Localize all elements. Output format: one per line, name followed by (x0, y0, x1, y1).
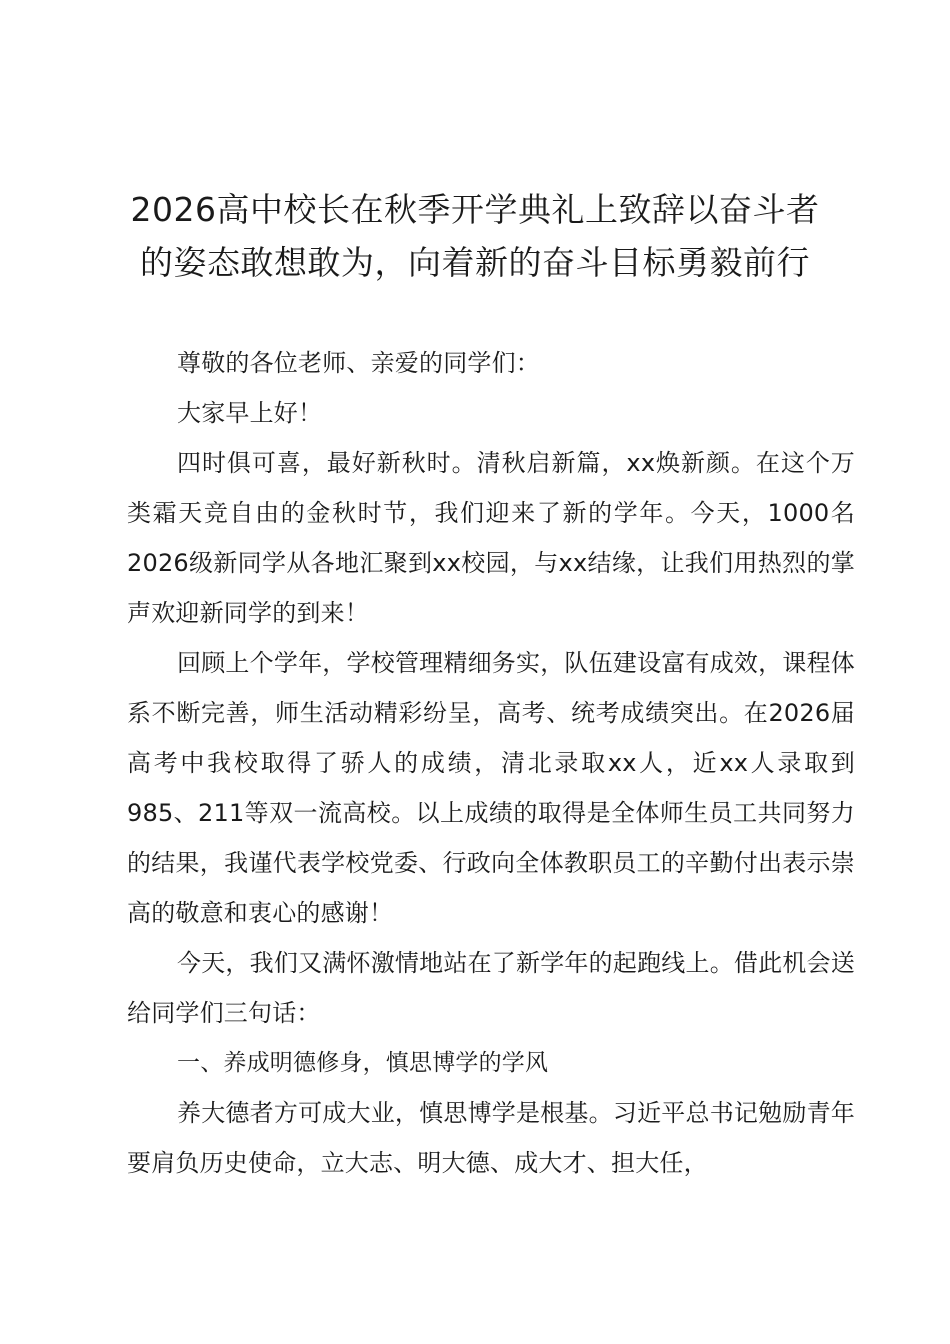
paragraph-review: 回顾上个学年，学校管理精细务实，队伍建设富有成效，课程体系不断完善，师生活动精彩纷呈，高考、统考成绩突出。在2026届高考中我校取得了骄人的成绩，清北录取xx人，近xx人录取到985、211等双一流高校。以上成绩的取得是全体师生员工共同努力的结果，我谨代表学校党委、行政向全体教职员工的辛勤付出表示崇高的敬意和衷心的感谢！ (127, 649, 855, 927)
section-heading-1: 一、养成明德修身，慎思博学的学风 (177, 1050, 549, 1076)
paragraph-welcome: 四时俱可喜，最好新秋时。清秋启新篇，xx焕新颜。在这个万类霜天竞自由的金秋时节，我们迎来了新的学年。今天，1000名2026级新同学从各地汇聚到xx校园，与xx结缘，让我们用热烈的掌声欢迎新同学的到来！ (127, 449, 855, 627)
document-body (127, 338, 855, 1188)
greeting: 大家早上好！ (177, 399, 323, 427)
paragraph-intro: 今天，我们又满怀激情地站在了新学年的起跑线上。借此机会送给同学们三句话： (127, 949, 855, 1027)
paragraph-section-1: 养大德者方可成大业，慎思博学是根基。习近平总书记勉励青年要肩负历史使命，立大志、明大德、成大才、担大任， (127, 1099, 855, 1177)
salutation: 尊敬的各位老师、亲爱的同学们： (177, 349, 540, 377)
document-title: 2026高中校长在秋季开学典礼上致辞以奋斗者的姿态敢想敢为，向着新的奋斗目标勇毅前行 (130, 190, 820, 282)
